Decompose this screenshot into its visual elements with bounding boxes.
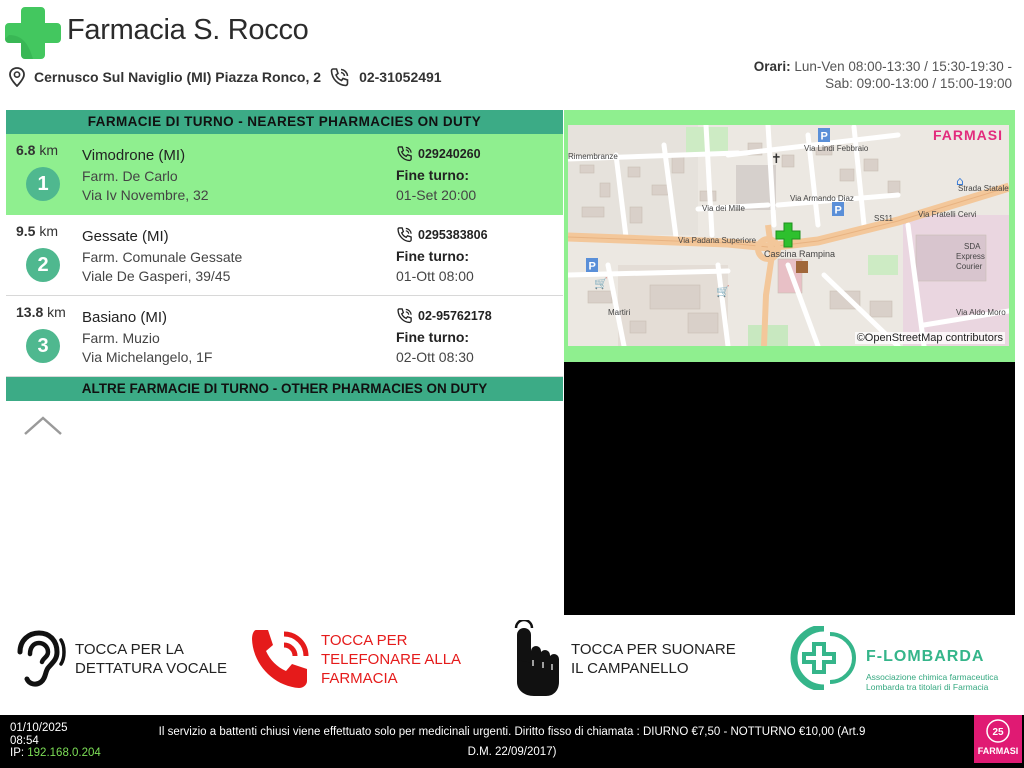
current-time: 08:54 (10, 734, 39, 747)
svg-text:SS11: SS11 (874, 214, 893, 223)
phone-icon (396, 145, 414, 162)
phone-icon (329, 67, 351, 87)
pharmacy-phone-link[interactable]: 029240260 (396, 145, 481, 162)
rank-badge: 1 (26, 167, 60, 201)
voice-line-2: DETTATURA VOCALE (75, 660, 227, 677)
pharmacy-phone-link[interactable]: 02-95762178 (396, 307, 492, 324)
pharmacy-name: Farm. Muzio (82, 330, 160, 346)
shift-end-value: 01-Ott 08:00 (396, 268, 474, 284)
page-title: Farmacia S. Rocco (67, 14, 309, 46)
svg-text:P: P (834, 204, 842, 217)
phone-icon (396, 307, 414, 324)
svg-text:✝: ✝ (771, 152, 782, 167)
bell-line-2: IL CAMPANELLO (571, 660, 689, 677)
pharmacy-phone[interactable]: 02-31052491 (359, 69, 442, 85)
distance: 9.5 km (16, 223, 59, 239)
pharmacy-town: Gessate (MI) (82, 228, 169, 245)
svg-text:Via Armando Diaz: Via Armando Diaz (790, 194, 854, 203)
map-attribution[interactable]: ©OpenStreetMap contributors (856, 332, 1003, 344)
on-duty-header: FARMACIE DI TURNO - NEAREST PHARMACIES ON DUTY (6, 110, 563, 134)
farmasi-badge-icon (974, 715, 1022, 763)
pharmacy-street: Viale De Gasperi, 39/45 (82, 268, 231, 284)
phone-call-icon (248, 626, 314, 692)
svg-text:Via Lindi Febbraio: Via Lindi Febbraio (804, 144, 869, 153)
hours-saturday: Sab: 09:00-13:00 / 15:00-19:00 (825, 76, 1012, 91)
opening-hours (754, 58, 1012, 92)
location-pin-icon (8, 67, 26, 87)
shift-end-value: 02-Ott 08:30 (396, 349, 474, 365)
pharmacy-street: Via Iv Novembre, 32 (82, 187, 209, 203)
pharmacy-row-1[interactable] (6, 134, 563, 215)
call-line-3: FARMACIA (321, 669, 398, 687)
map[interactable] (568, 125, 1009, 346)
pharmacy-cross-icon (5, 5, 61, 61)
svg-text:Rimembranze: Rimembranze (568, 152, 618, 161)
call-line-2: TELEFONARE ALLA (321, 650, 462, 668)
hours-label: Orari: (753, 59, 791, 74)
map-panel (564, 110, 1015, 362)
other-duty-header[interactable]: ALTRE FARMACIE DI TURNO - OTHER PHARMACIES ON DUTY (6, 377, 563, 401)
svg-text:Via Padana Superiore: Via Padana Superiore (678, 236, 757, 245)
service-notice: Il servizio a battenti chiusi viene effettuato solo per medicinali urgenti. Diritto fisso di chiamata : DIURNO €7,50 - NOTTURNO €10,00 (Art.9 D.M. 22/09/2017) (158, 726, 866, 758)
video-panel (564, 362, 1015, 615)
svg-text:Strada Statale: Strada Statale (958, 184, 1009, 193)
status-info (10, 722, 101, 760)
svg-text:🛒: 🛒 (594, 277, 608, 290)
pharmacy-phone-link[interactable]: 0295383806 (396, 226, 488, 243)
footer-bar (0, 715, 1024, 768)
svg-text:P: P (588, 260, 596, 273)
svg-text:25: 25 (992, 727, 1004, 738)
current-date: 01/10/2025 (10, 722, 68, 734)
on-duty-list (6, 110, 563, 401)
farmasi-footer-logo (974, 715, 1022, 763)
address-row (8, 66, 442, 88)
svg-text:Via Aldo Moro: Via Aldo Moro (956, 308, 1006, 317)
pharmacy-town: Vimodrone (MI) (82, 147, 186, 164)
partner-name: F-LOMBARDA (866, 648, 985, 665)
shift-end-label: Fine turno: (396, 329, 470, 345)
svg-text:🛒: 🛒 (716, 285, 730, 298)
svg-text:Cascina Rampina: Cascina Rampina (764, 249, 836, 259)
distance: 6.8 km (16, 142, 59, 158)
f-lombarda-logo-icon (790, 626, 856, 690)
svg-text:Martiri: Martiri (608, 308, 631, 317)
pharmacy-address: Cernusco Sul Naviglio (MI) Piazza Ronco, 2 (34, 69, 322, 85)
rank-badge: 3 (26, 329, 60, 363)
pharmacy-row-3[interactable] (6, 296, 563, 377)
distance: 13.8 km (16, 304, 66, 320)
shift-end-label: Fine turno: (396, 167, 470, 183)
pharmacy-name: Farm. De Carlo (82, 168, 178, 184)
svg-text:Via dei Mille: Via dei Mille (702, 204, 745, 213)
bell-line-1: TOCCA PER SUONARE (571, 641, 736, 658)
shift-end-label: Fine turno: (396, 248, 470, 264)
pharmacy-town: Basiano (MI) (82, 309, 168, 326)
chevron-up-icon[interactable] (22, 412, 64, 438)
farmasi-logo: FARMASI (933, 127, 1003, 143)
pharmacy-street: Via Michelangelo, 1F (82, 349, 213, 365)
svg-text:Via Fratelli Cervi: Via Fratelli Cervi (918, 210, 977, 219)
tap-hand-icon (506, 620, 562, 698)
map-drawing (568, 125, 1009, 346)
svg-text:P: P (820, 130, 828, 143)
svg-text:⌂: ⌂ (956, 174, 964, 188)
svg-text:SDA: SDA (964, 242, 981, 251)
call-line-1: TOCCA PER (321, 631, 408, 649)
ear-icon (10, 630, 66, 688)
voice-line-1: TOCCA PER LA (75, 641, 184, 658)
shift-end-value: 01-Set 20:00 (396, 187, 477, 203)
partner-subtitle: Associazione chimica farmaceutica Lombarda tra titolari di Farmacia (866, 672, 999, 692)
ring-bell-button[interactable] (506, 620, 736, 698)
ip-address: IP: 192.168.0.204 (10, 747, 101, 759)
pharmacy-row-2[interactable] (6, 215, 563, 296)
call-pharmacy-button[interactable] (248, 626, 461, 692)
pharmacy-name: Farm. Comunale Gessate (82, 249, 243, 265)
svg-text:Courier: Courier (956, 262, 983, 271)
voice-dictation-button[interactable] (10, 630, 227, 688)
phone-icon (396, 226, 414, 243)
svg-text:FARMASI: FARMASI (977, 746, 1019, 756)
hours-weekdays: Lun-Ven 08:00-13:30 / 15:30-19:30 - (794, 59, 1012, 74)
rank-badge: 2 (26, 248, 60, 282)
svg-text:Express: Express (956, 252, 985, 261)
